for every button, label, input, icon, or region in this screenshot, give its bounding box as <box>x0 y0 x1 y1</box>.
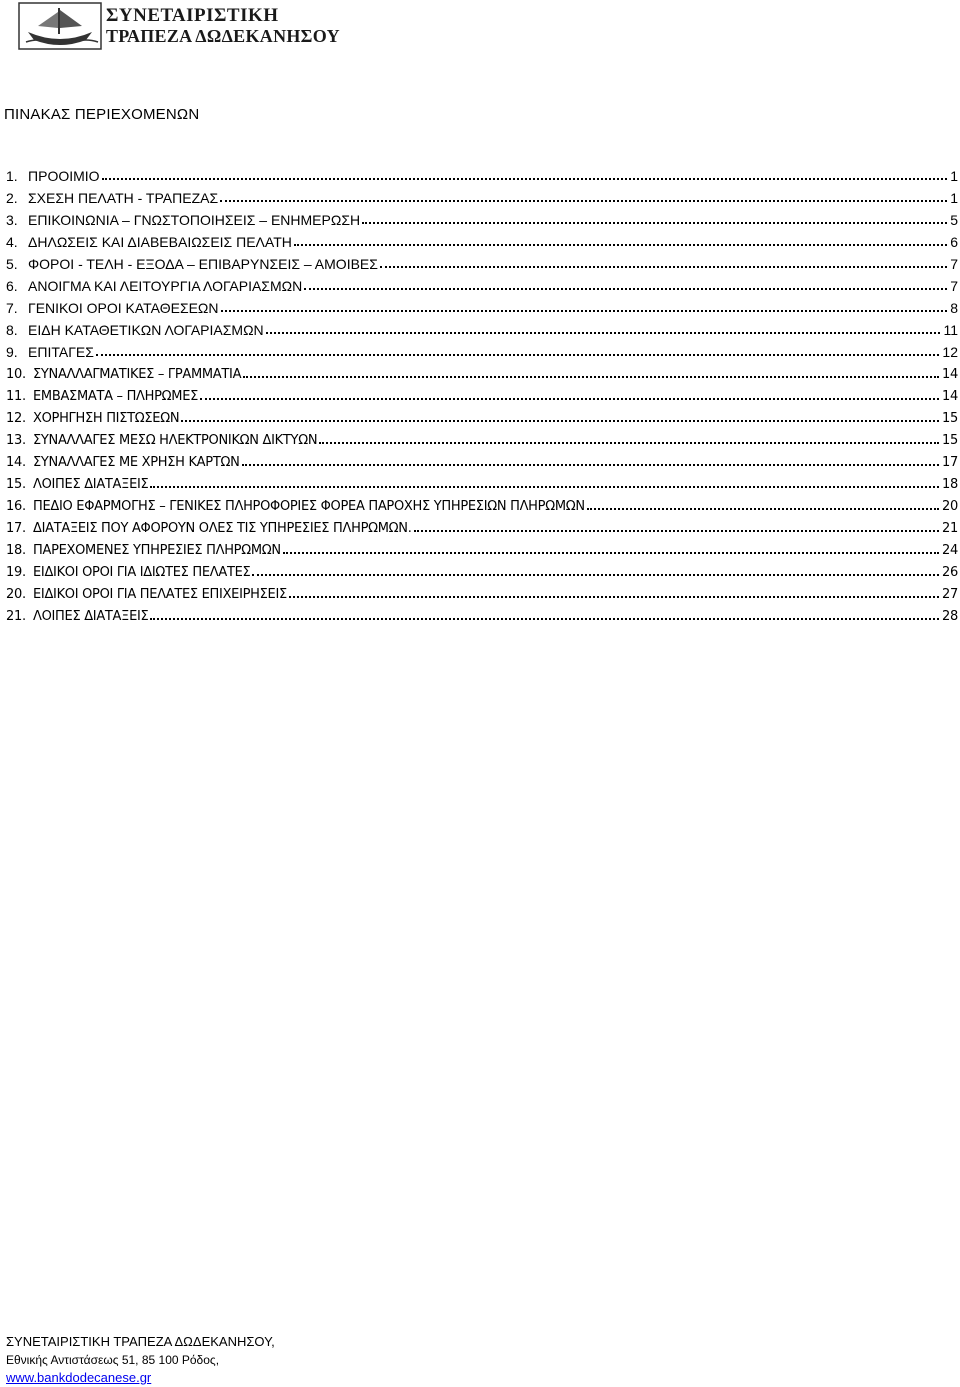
toc-dot-leader <box>319 442 939 444</box>
toc-entry-title: ΣΥΝΑΛΛΑΓΕΣ ΜΕ ΧΡΗΣΗ ΚΑΡΤΩΝ <box>33 455 240 470</box>
toc-entry-number: 21. <box>6 609 26 624</box>
toc-entry[interactable] <box>6 272 958 294</box>
toc-entry[interactable] <box>6 162 958 184</box>
toc-entry-page: 28 <box>942 609 958 624</box>
toc-entry-page: 5 <box>950 212 958 228</box>
toc-entry-number: 12. <box>6 411 26 426</box>
toc-dot-leader <box>221 310 948 312</box>
toc-entry[interactable] <box>6 492 958 514</box>
toc-entry[interactable] <box>6 580 958 602</box>
toc-entry-title: ΠΕΔΙΟ ΕΦΑΡΜΟΓΗΣ – ΓΕΝΙΚΕΣ ΠΛΗΡΟΦΟΡΙΕΣ ΦΟΡΕΑ ΠΑΡΟΧΗΣ ΥΠΗΡΕΣΙΩΝ ΠΛΗΡΩΜΩΝ <box>33 499 585 514</box>
toc-dot-leader <box>220 200 947 202</box>
toc-entry-number: 17. <box>6 521 26 536</box>
toc-dot-leader <box>294 244 947 246</box>
toc-entry-page: 20 <box>942 499 958 514</box>
toc-entry-title: ΣΥΝΑΛΛΑΓΕΣ ΜΕΣΩ ΗΛΕΚΤΡΟΝΙΚΩΝ ΔΙΚΤΥΩΝ <box>33 433 318 448</box>
toc-entry-page: 15 <box>942 411 958 426</box>
toc-entry[interactable] <box>6 360 958 382</box>
toc-entry[interactable] <box>6 448 958 470</box>
toc-entry-title: ΛΟΙΠΕΣ ΔΙΑΤΑΞΕΙΣ <box>33 477 149 492</box>
toc-entry-page: 14 <box>942 389 958 404</box>
toc-entry-number: 7. <box>6 300 18 316</box>
toc-entry-number: 4. <box>6 234 18 250</box>
toc-entry-page: 17 <box>942 455 958 470</box>
toc-entry-number: 6. <box>6 278 18 294</box>
toc-dot-leader <box>266 332 941 334</box>
toc-entry-number: 1. <box>6 168 18 184</box>
toc-entry-number: 9. <box>6 344 18 360</box>
toc-entry-number: 5. <box>6 256 18 272</box>
toc-entry-title: ΓΕΝΙΚΟΙ ΟΡΟΙ ΚΑΤΑΘΕΣΕΩΝ <box>28 300 219 316</box>
ship-logo-icon <box>18 2 102 50</box>
bank-name-line2: ΤΡΑΠΕΖΑ ΔΩΔΕΚΑΝΗΣΟΥ <box>106 26 340 46</box>
toc-entry-page: 7 <box>950 278 958 294</box>
toc-entry-number: 18. <box>6 543 26 558</box>
toc-list <box>6 162 958 624</box>
document-header <box>18 2 340 50</box>
toc-dot-leader <box>252 574 939 576</box>
toc-entry[interactable] <box>6 514 958 536</box>
toc-entry-title: ΕΠΙΤΑΓΕΣ <box>28 344 94 360</box>
toc-entry-title: ΕΠΙΚΟΙΝΩΝΙΑ – ΓΝΩΣΤΟΠΟΙΗΣΕΙΣ – ΕΝΗΜΕΡΩΣΗ <box>28 212 361 228</box>
toc-entry[interactable] <box>6 228 958 250</box>
toc-entry-title: ΛΟΙΠΕΣ ΔΙΑΤΑΞΕΙΣ <box>33 609 149 624</box>
toc-entry-title: ΑΝΟΙΓΜΑ ΚΑΙ ΛΕΙΤΟΥΡΓΙΑ ΛΟΓΑΡΙΑΣΜΩΝ <box>28 278 303 294</box>
toc-entry-title: ΣΧΕΣΗ ΠΕΛΑΤΗ - ΤΡΑΠΕΖΑΣ <box>28 190 219 206</box>
toc-entry-page: 26 <box>942 565 958 580</box>
toc-dot-leader <box>587 508 939 510</box>
toc-entry[interactable] <box>6 536 958 558</box>
toc-entry-title: ΦΟΡΟΙ - ΤΕΛΗ - ΕΞΟΔΑ – ΕΠΙΒΑΡΥΝΣΕΙΣ – ΑΜΟΙΒΕΣ <box>28 256 378 272</box>
footer-bank-name: ΣΥΝΕΤΑΙΡΙΣΤΙΚΗ ΤΡΑΠΕΖΑ ΔΩΔΕΚΑΝΗΣΟΥ, <box>6 1334 275 1349</box>
toc-entry-number: 13. <box>6 433 26 448</box>
toc-entry-title: ΕΙΔΗ ΚΑΤΑΘΕΤΙΚΩΝ ΛΟΓΑΡΙΑΣΜΩΝ <box>28 322 264 338</box>
toc-entry-number: 3. <box>6 212 18 228</box>
toc-dot-leader <box>380 266 947 268</box>
toc-entry-page: 1 <box>950 168 958 184</box>
toc-dot-leader <box>362 222 947 224</box>
toc-entry-title: ΕΙΔΙΚΟΙ ΟΡΟΙ ΓΙΑ ΙΔΙΩΤΕΣ ΠΕΛΑΤΕΣ <box>33 565 251 580</box>
toc-entry-page: 15 <box>942 433 958 448</box>
toc-dot-leader <box>150 618 939 620</box>
toc-entry[interactable] <box>6 316 958 338</box>
toc-entry-number: 11. <box>6 389 26 404</box>
toc-entry[interactable] <box>6 250 958 272</box>
toc-entry-number: 14. <box>6 455 26 470</box>
footer-address: Εθνικής Αντιστάσεως 51, 85 100 Ρόδος, <box>6 1353 220 1367</box>
toc-entry-title: ΔΙΑΤΑΞΕΙΣ ΠΟΥ ΑΦΟΡΟΥΝ ΟΛΕΣ ΤΙΣ ΥΠΗΡΕΣΙΕΣ ΠΛΗΡΩΜΩΝ. <box>33 521 412 536</box>
toc-entry-title: ΣΥΝΑΛΛΑΓΜΑΤΙΚΕΣ – ΓΡΑΜΜΑΤΙΑ <box>33 367 242 382</box>
toc-entry[interactable] <box>6 184 958 206</box>
toc-dot-leader <box>243 376 939 378</box>
bank-name <box>106 5 340 47</box>
toc-dot-leader <box>283 552 939 554</box>
toc-entry-number: 16. <box>6 499 26 514</box>
toc-entry-title: ΔΗΛΩΣΕΙΣ ΚΑΙ ΔΙΑΒΕΒΑΙΩΣΕΙΣ ΠΕΛΑΤΗ <box>28 234 292 250</box>
toc-entry[interactable] <box>6 404 958 426</box>
bank-name-line1: ΣΥΝΕΤΑΙΡΙΣΤΙΚΗ <box>106 5 279 26</box>
toc-entry-page: 18 <box>942 477 958 492</box>
toc-dot-leader <box>102 178 948 180</box>
toc-dot-leader <box>414 530 939 532</box>
toc-entry[interactable] <box>6 470 958 492</box>
toc-dot-leader <box>242 464 940 466</box>
toc-entry-number: 19. <box>6 565 26 580</box>
toc-dot-leader <box>289 596 939 598</box>
document-footer <box>6 1333 275 1387</box>
toc-entry-page: 27 <box>942 587 958 602</box>
toc-entry-title: ΧΟΡΗΓΗΣΗ ΠΙΣΤΩΣΕΩΝ <box>33 411 180 426</box>
toc-dot-leader <box>96 354 940 356</box>
toc-entry-page: 8 <box>950 300 958 316</box>
toc-entry[interactable] <box>6 382 958 404</box>
toc-entry-number: 2. <box>6 190 18 206</box>
toc-heading: ΠΙΝΑΚΑΣ ΠΕΡΙΕΧΟΜΕΝΩΝ <box>4 106 200 123</box>
toc-entry-title: ΕΜΒΑΣΜΑΤΑ – ΠΛΗΡΩΜΕΣ <box>33 389 199 404</box>
toc-entry[interactable] <box>6 426 958 448</box>
toc-entry-number: 20. <box>6 587 26 602</box>
toc-entry-number: 8. <box>6 322 18 338</box>
toc-entry-page: 1 <box>950 190 958 206</box>
toc-dot-leader <box>150 486 939 488</box>
toc-entry-title: ΠΑΡΕΧΟΜΕΝΕΣ ΥΠΗΡΕΣΙΕΣ ΠΛΗΡΩΜΩΝ <box>33 543 281 558</box>
toc-entry[interactable] <box>6 206 958 228</box>
toc-entry-title: ΠΡΟΟΙΜΙΟ <box>28 168 100 184</box>
toc-entry[interactable] <box>6 338 958 360</box>
toc-dot-leader <box>200 398 939 400</box>
toc-entry-title: ΕΙΔΙΚΟΙ ΟΡΟΙ ΓΙΑ ΠΕΛΑΤΕΣ ΕΠΙΧΕΙΡΗΣΕΙΣ <box>33 587 287 602</box>
toc-entry-page: 24 <box>942 543 958 558</box>
toc-entry[interactable] <box>6 602 958 624</box>
toc-entry-number: 10. <box>6 367 26 382</box>
toc-entry-page: 6 <box>950 234 958 250</box>
toc-entry-page: 11 <box>943 322 958 338</box>
toc-entry-page: 7 <box>950 256 958 272</box>
toc-entry[interactable] <box>6 558 958 580</box>
toc-entry-page: 21 <box>942 521 958 536</box>
toc-entry-page: 14 <box>942 367 958 382</box>
toc-dot-leader <box>181 420 939 422</box>
toc-dot-leader <box>304 288 947 290</box>
footer-website-link[interactable]: www.bankdodecanese.gr <box>6 1370 152 1385</box>
toc-entry[interactable] <box>6 294 958 316</box>
toc-entry-number: 15. <box>6 477 26 492</box>
toc-entry-page: 12 <box>942 344 958 360</box>
